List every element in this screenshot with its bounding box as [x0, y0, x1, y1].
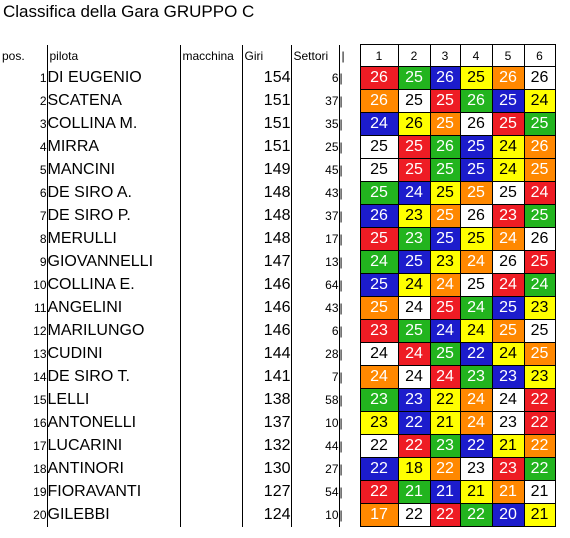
header-lane-6: 6 — [524, 45, 555, 67]
lane-5-cell: 25 — [492, 113, 524, 136]
header-lane-4: 4 — [460, 45, 492, 67]
giri-cell: 147 — [242, 251, 291, 274]
lane-4-cell: 24 — [460, 389, 492, 412]
giri-cell: 151 — [242, 136, 291, 159]
bar-cell: | — [339, 389, 360, 412]
settori-cell: 58 — [291, 389, 339, 412]
settori-cell: 7 — [291, 366, 339, 389]
header-settori: Settori — [291, 45, 339, 67]
pilota-cell: ANTINORI — [47, 458, 180, 481]
macchina-cell — [180, 90, 242, 113]
bar-cell: | — [339, 481, 360, 504]
macchina-cell — [180, 458, 242, 481]
lane-3-cell: 25 — [430, 297, 460, 320]
settori-cell: 35 — [291, 113, 339, 136]
lane-2-cell: 24 — [398, 182, 430, 205]
lane-1-cell: 25 — [360, 182, 398, 205]
macchina-cell — [180, 412, 242, 435]
table-row — [0, 159, 555, 182]
lane-5-cell: 21 — [492, 435, 524, 458]
lane-5-cell: 24 — [492, 159, 524, 182]
macchina-cell — [180, 389, 242, 412]
pilota-cell: LELLI — [47, 389, 180, 412]
lane-3-cell: 25 — [430, 90, 460, 113]
lane-1-cell: 24 — [360, 366, 398, 389]
macchina-cell — [180, 297, 242, 320]
macchina-cell — [180, 228, 242, 251]
pilota-cell: MERULLI — [47, 228, 180, 251]
pilota-cell: ANGELINI — [47, 297, 180, 320]
settori-cell: 64 — [291, 274, 339, 297]
lane-3-cell: 26 — [430, 67, 460, 90]
position-cell: 14 — [33, 370, 47, 384]
bar-cell: | — [339, 504, 360, 527]
macchina-cell — [180, 182, 242, 205]
lane-6-cell: 26 — [524, 136, 555, 159]
lane-1-cell: 24 — [360, 113, 398, 136]
lane-6-cell: 23 — [524, 366, 555, 389]
lane-1-cell: 25 — [360, 228, 398, 251]
pilota-cell: GIOVANNELLI — [47, 251, 180, 274]
giri-cell: 124 — [242, 504, 291, 527]
position-cell: 5 — [39, 163, 47, 177]
pilota-cell: MANCINI — [47, 159, 180, 182]
macchina-cell — [180, 136, 242, 159]
bar-cell: | — [339, 136, 360, 159]
table-row — [0, 67, 555, 90]
pilota-cell: CUDINI — [47, 343, 180, 366]
macchina-cell — [180, 320, 242, 343]
lane-4-cell: 26 — [460, 205, 492, 228]
lane-4-cell: 25 — [460, 228, 492, 251]
lane-3-cell: 23 — [430, 435, 460, 458]
lane-4-cell: 26 — [460, 113, 492, 136]
lane-6-cell: 22 — [524, 412, 555, 435]
lane-4-cell: 25 — [460, 136, 492, 159]
bar-cell: | — [339, 251, 360, 274]
settori-cell: 17 — [291, 228, 339, 251]
lane-5-cell: 26 — [492, 251, 524, 274]
giri-cell: 151 — [242, 90, 291, 113]
lane-2-cell: 23 — [398, 228, 430, 251]
lane-4-cell: 24 — [460, 412, 492, 435]
pilota-cell: ANTONELLI — [47, 412, 180, 435]
lane-2-cell: 22 — [398, 435, 430, 458]
table-row — [0, 228, 555, 251]
giri-cell: 137 — [242, 412, 291, 435]
lane-6-cell: 23 — [524, 297, 555, 320]
settori-cell: 13 — [291, 251, 339, 274]
pilota-cell: COLLINA M. — [47, 113, 180, 136]
bar-cell: | — [339, 366, 360, 389]
macchina-cell — [180, 205, 242, 228]
settori-cell: 6 — [291, 320, 339, 343]
position-cell: 19 — [33, 485, 47, 499]
lane-5-cell: 24 — [492, 343, 524, 366]
position-cell: 20 — [33, 508, 47, 522]
table-row — [0, 182, 555, 205]
settori-cell: 10 — [291, 412, 339, 435]
bar-cell: | — [339, 90, 360, 113]
pilota-cell: MARILUNGO — [47, 320, 180, 343]
lane-6-cell: 22 — [524, 389, 555, 412]
giri-cell: 148 — [242, 205, 291, 228]
lane-2-cell: 24 — [398, 366, 430, 389]
bar-cell: | — [339, 113, 360, 136]
header-bar: | — [339, 45, 360, 67]
header-lane-5: 5 — [492, 45, 524, 67]
macchina-cell — [180, 343, 242, 366]
pilota-cell: DE SIRO T. — [47, 366, 180, 389]
giri-cell: 127 — [242, 481, 291, 504]
position-cell: 15 — [33, 393, 47, 407]
lane-6-cell: 26 — [524, 67, 555, 90]
bar-cell: | — [339, 320, 360, 343]
table-row — [0, 435, 555, 458]
lane-1-cell: 25 — [360, 159, 398, 182]
lane-1-cell: 26 — [360, 67, 398, 90]
lane-4-cell: 25 — [460, 182, 492, 205]
bar-cell: | — [339, 205, 360, 228]
lane-2-cell: 25 — [398, 320, 430, 343]
bar-cell: | — [339, 412, 360, 435]
position-cell: 8 — [39, 232, 47, 246]
bar-cell: | — [339, 228, 360, 251]
lane-2-cell: 22 — [398, 504, 430, 527]
lane-1-cell: 25 — [360, 136, 398, 159]
header-pilota: pilota — [47, 45, 180, 67]
giri-cell: 146 — [242, 274, 291, 297]
giri-cell: 130 — [242, 458, 291, 481]
position-cell: 16 — [33, 416, 47, 430]
lane-5-cell: 25 — [492, 320, 524, 343]
lane-5-cell: 25 — [492, 90, 524, 113]
lane-2-cell: 21 — [398, 481, 430, 504]
lane-3-cell: 24 — [430, 366, 460, 389]
giri-cell: 132 — [242, 435, 291, 458]
table-row — [0, 481, 555, 504]
position-cell: 17 — [33, 439, 47, 453]
pilota-cell: MIRRA — [47, 136, 180, 159]
settori-cell: 27 — [291, 458, 339, 481]
lane-5-cell: 24 — [492, 228, 524, 251]
lane-5-cell: 23 — [492, 366, 524, 389]
lane-4-cell: 24 — [460, 320, 492, 343]
lane-6-cell: 25 — [524, 113, 555, 136]
lane-4-cell: 21 — [460, 481, 492, 504]
lane-5-cell: 24 — [492, 136, 524, 159]
lane-3-cell: 22 — [430, 389, 460, 412]
lane-6-cell: 21 — [524, 481, 555, 504]
lane-3-cell: 25 — [430, 228, 460, 251]
lane-6-cell: 21 — [524, 504, 555, 527]
settori-cell: 43 — [291, 297, 339, 320]
lane-4-cell: 22 — [460, 435, 492, 458]
position-cell: 7 — [39, 209, 47, 223]
pilota-cell: GILEBBI — [47, 504, 180, 527]
macchina-cell — [180, 113, 242, 136]
lane-1-cell: 23 — [360, 412, 398, 435]
settori-cell: 45 — [291, 159, 339, 182]
table-row — [0, 412, 555, 435]
lane-3-cell: 21 — [430, 412, 460, 435]
position-cell: 10 — [33, 278, 47, 292]
table-row — [0, 113, 555, 136]
table-row — [0, 320, 555, 343]
lane-4-cell: 25 — [460, 67, 492, 90]
position-cell: 18 — [33, 462, 47, 476]
macchina-cell — [180, 435, 242, 458]
lane-3-cell: 25 — [430, 182, 460, 205]
lane-1-cell: 22 — [360, 458, 398, 481]
lane-2-cell: 23 — [398, 389, 430, 412]
lane-2-cell: 23 — [398, 205, 430, 228]
position-cell: 12 — [33, 324, 47, 338]
pilota-cell: SCATENA — [47, 90, 180, 113]
lane-3-cell: 25 — [430, 159, 460, 182]
table-row — [0, 504, 555, 527]
bar-cell: | — [339, 343, 360, 366]
lane-4-cell: 22 — [460, 504, 492, 527]
settori-cell: 6 — [291, 67, 339, 90]
position-cell: 13 — [33, 347, 47, 361]
table-row — [0, 389, 555, 412]
position-cell: 3 — [39, 117, 47, 131]
lane-2-cell: 18 — [398, 458, 430, 481]
header-macchina: macchina — [180, 45, 242, 67]
position-cell: 6 — [39, 186, 47, 200]
lane-2-cell: 24 — [398, 343, 430, 366]
lane-1-cell: 22 — [360, 481, 398, 504]
table-row — [0, 297, 555, 320]
lane-2-cell: 25 — [398, 136, 430, 159]
settori-cell: 28 — [291, 343, 339, 366]
giri-cell: 138 — [242, 389, 291, 412]
lane-4-cell: 25 — [460, 159, 492, 182]
pilota-cell: COLLINA E. — [47, 274, 180, 297]
bar-cell: | — [339, 274, 360, 297]
header-lane-3: 3 — [430, 45, 460, 67]
lane-3-cell: 24 — [430, 274, 460, 297]
lane-2-cell: 25 — [398, 251, 430, 274]
position-cell: 9 — [39, 255, 47, 269]
lane-1-cell: 23 — [360, 320, 398, 343]
table-row — [0, 274, 555, 297]
lane-3-cell: 23 — [430, 251, 460, 274]
macchina-cell — [180, 274, 242, 297]
table-row — [0, 136, 555, 159]
table-row — [0, 205, 555, 228]
lane-1-cell: 24 — [360, 251, 398, 274]
settori-cell: 37 — [291, 205, 339, 228]
lane-3-cell: 25 — [430, 205, 460, 228]
standings-table — [0, 44, 556, 527]
position-cell: 1 — [39, 71, 47, 85]
macchina-cell — [180, 159, 242, 182]
lane-1-cell: 25 — [360, 274, 398, 297]
macchina-cell — [180, 251, 242, 274]
lane-6-cell: 24 — [524, 90, 555, 113]
macchina-cell — [180, 504, 242, 527]
table-row — [0, 366, 555, 389]
lane-6-cell: 25 — [524, 159, 555, 182]
position-cell: 4 — [39, 140, 47, 154]
giri-cell: 151 — [242, 113, 291, 136]
lane-4-cell: 26 — [460, 90, 492, 113]
table-row — [0, 343, 555, 366]
table-row — [0, 90, 555, 113]
header-giri: Giri — [242, 45, 291, 67]
giri-cell: 144 — [242, 343, 291, 366]
lane-3-cell: 22 — [430, 504, 460, 527]
pilota-cell: DE SIRO A. — [47, 182, 180, 205]
lane-3-cell: 21 — [430, 481, 460, 504]
lane-4-cell: 23 — [460, 458, 492, 481]
lane-5-cell: 25 — [492, 182, 524, 205]
macchina-cell — [180, 67, 242, 90]
lane-3-cell: 25 — [430, 343, 460, 366]
position-cell: 2 — [39, 94, 47, 108]
table-row — [0, 251, 555, 274]
lane-2-cell: 25 — [398, 90, 430, 113]
lane-6-cell: 25 — [524, 205, 555, 228]
macchina-cell — [180, 481, 242, 504]
position-cell: 11 — [34, 301, 47, 315]
settori-cell: 10 — [291, 504, 339, 527]
lane-2-cell: 25 — [398, 67, 430, 90]
settori-cell: 44 — [291, 435, 339, 458]
lane-4-cell: 22 — [460, 343, 492, 366]
pilota-cell: FIORAVANTI — [47, 481, 180, 504]
bar-cell: | — [339, 297, 360, 320]
lane-4-cell: 24 — [460, 251, 492, 274]
lane-2-cell: 25 — [398, 159, 430, 182]
giri-cell: 148 — [242, 228, 291, 251]
lane-5-cell: 26 — [492, 67, 524, 90]
lane-6-cell: 22 — [524, 458, 555, 481]
lane-4-cell: 25 — [460, 274, 492, 297]
lane-3-cell: 26 — [430, 136, 460, 159]
lane-3-cell: 24 — [430, 320, 460, 343]
lane-1-cell: 17 — [360, 504, 398, 527]
giri-cell: 154 — [242, 67, 291, 90]
settori-cell: 54 — [291, 481, 339, 504]
lane-5-cell: 24 — [492, 274, 524, 297]
pilota-cell: DE SIRO P. — [47, 205, 180, 228]
pilota-cell: LUCARINI — [47, 435, 180, 458]
lane-4-cell: 24 — [460, 297, 492, 320]
giri-cell: 149 — [242, 159, 291, 182]
pilota-cell: DI EUGENIO — [47, 67, 180, 90]
giri-cell: 146 — [242, 320, 291, 343]
lane-5-cell: 25 — [492, 297, 524, 320]
lane-5-cell: 24 — [492, 389, 524, 412]
lane-1-cell: 25 — [360, 297, 398, 320]
lane-5-cell: 21 — [492, 481, 524, 504]
lane-6-cell: 25 — [524, 251, 555, 274]
lane-3-cell: 25 — [430, 113, 460, 136]
lane-2-cell: 22 — [398, 412, 430, 435]
macchina-cell — [180, 366, 242, 389]
page-title: Classifica della Gara GRUPPO C — [3, 2, 255, 21]
lane-5-cell: 23 — [492, 412, 524, 435]
lane-6-cell: 25 — [524, 343, 555, 366]
settori-cell: 43 — [291, 182, 339, 205]
lane-5-cell: 20 — [492, 504, 524, 527]
giri-cell: 148 — [242, 182, 291, 205]
lane-4-cell: 23 — [460, 366, 492, 389]
lane-6-cell: 24 — [524, 182, 555, 205]
lane-6-cell: 26 — [524, 228, 555, 251]
bar-cell: | — [339, 435, 360, 458]
lane-1-cell: 24 — [360, 343, 398, 366]
lane-5-cell: 23 — [492, 205, 524, 228]
lane-6-cell: 22 — [524, 435, 555, 458]
bar-cell: | — [339, 67, 360, 90]
giri-cell: 141 — [242, 366, 291, 389]
header-lane-2: 2 — [398, 45, 430, 67]
lane-2-cell: 24 — [398, 274, 430, 297]
lane-6-cell: 24 — [524, 274, 555, 297]
bar-cell: | — [339, 159, 360, 182]
table-row — [0, 458, 555, 481]
giri-cell: 146 — [242, 297, 291, 320]
lane-3-cell: 22 — [430, 458, 460, 481]
lane-2-cell: 24 — [398, 297, 430, 320]
lane-1-cell: 26 — [360, 90, 398, 113]
lane-2-cell: 26 — [398, 113, 430, 136]
bar-cell: | — [339, 458, 360, 481]
header-lane-1: 1 — [360, 45, 398, 67]
header-pos: pos. — [2, 48, 25, 63]
header-row — [0, 45, 555, 67]
lane-1-cell: 26 — [360, 205, 398, 228]
bar-cell: | — [339, 182, 360, 205]
lane-1-cell: 23 — [360, 389, 398, 412]
lane-5-cell: 23 — [492, 458, 524, 481]
settori-cell: 25 — [291, 136, 339, 159]
lane-6-cell: 25 — [524, 320, 555, 343]
lane-1-cell: 22 — [360, 435, 398, 458]
settori-cell: 37 — [291, 90, 339, 113]
